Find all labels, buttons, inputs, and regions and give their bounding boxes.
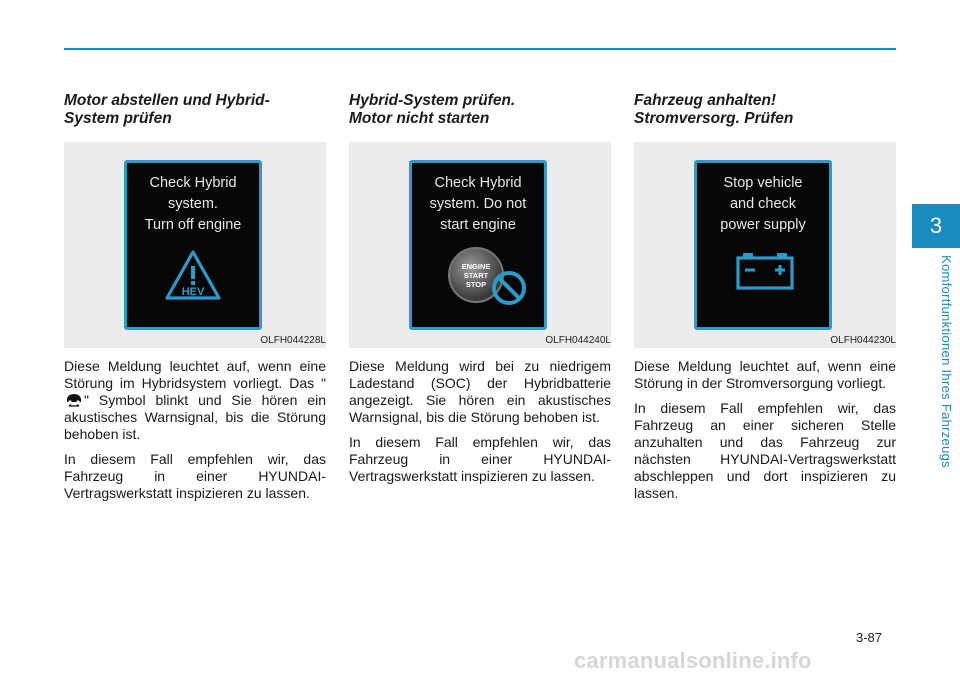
heading-line-1: Motor abstellen und Hybrid- xyxy=(64,92,270,109)
cluster-message-figure xyxy=(349,142,611,348)
heading-line-1: Hybrid-System prüfen. xyxy=(349,92,516,109)
hybrid-car-symbol-icon xyxy=(64,392,84,408)
image-code: OLFH044230L xyxy=(830,335,896,346)
recommendation-paragraph: In diesem Fall empfehlen wir, das Fahrzeug in einer HYUNDAI-Vertragswerkstatt inspizieren zu lassen. xyxy=(349,434,611,484)
section-heading xyxy=(64,92,326,128)
page-number: 3-87 xyxy=(856,630,883,645)
description-paragraph: Diese Meldung wird bei zu niedrigem Ladestand (SOC) der Hybridbatterie angezeigt. Sie hören ein akustisches Warnsignal, bis die Störung behoben ist. xyxy=(349,358,611,425)
heading-line-2: Stromversorg. Prüfen xyxy=(634,110,794,127)
section-hybrid-do-not-start xyxy=(349,92,611,493)
display-line-1: Stop vehicle xyxy=(723,175,803,191)
section-heading xyxy=(634,92,896,128)
cluster-message-figure xyxy=(634,142,896,348)
heading-line-2: System prüfen xyxy=(64,110,172,127)
cluster-display xyxy=(694,160,832,330)
chapter-title: Komfortfunktionen Ihres Fahrzeugs xyxy=(939,255,954,468)
display-line-2: and check xyxy=(729,196,797,212)
heading-line-1: Fahrzeug anhalten! xyxy=(634,92,777,109)
cluster-display xyxy=(409,160,547,330)
text-before-icon: Diese Meldung leuchtet auf, wenn eine Störung im Hybridsystem vorliegt. Das " xyxy=(64,358,326,391)
button-line-3: STOP xyxy=(465,280,487,289)
description-paragraph: Diese Meldung leuchtet auf, wenn eine Störung in der Stromversorgung vorliegt. xyxy=(634,358,896,391)
svg-text:HEV: HEV xyxy=(181,286,205,298)
image-code: OLFH044228L xyxy=(260,335,326,346)
heading-line-2: Motor nicht starten xyxy=(349,110,490,127)
display-line-1: Check Hybrid xyxy=(434,175,522,191)
cluster-display xyxy=(124,160,262,330)
display-line-3: Turn off engine xyxy=(144,217,242,233)
display-line-3: power supply xyxy=(720,217,806,233)
button-line-1: ENGINE xyxy=(461,262,491,271)
engine-start-stop-prohibited-icon xyxy=(446,247,536,313)
battery-icon xyxy=(735,251,795,291)
display-line-2: system. Do not xyxy=(429,196,527,212)
display-line-2: system. xyxy=(168,196,218,212)
recommendation-paragraph: In diesem Fall empfehlen wir, das Fahrzeug an einer sicheren Stelle anzuhalten und das Fahrzeug zur nächsten HYUNDAI-Vertragswerkstatt abschleppen und dort inspizieren zu lassen. xyxy=(634,400,896,501)
cluster-message-figure xyxy=(64,142,326,348)
section-heading xyxy=(349,92,611,128)
chapter-number-tab: 3 xyxy=(912,204,960,248)
watermark: carmanualsonline.info xyxy=(574,648,812,673)
display-message xyxy=(127,173,259,236)
section-hybrid-turn-off xyxy=(64,92,326,510)
image-code: OLFH044240L xyxy=(545,335,611,346)
section-stop-vehicle xyxy=(634,92,896,510)
display-message xyxy=(697,173,829,236)
header-rule xyxy=(64,48,896,50)
display-line-3: start engine xyxy=(440,217,516,233)
display-message xyxy=(412,173,544,236)
hev-warning-triangle-icon xyxy=(165,249,221,301)
display-line-1: Check Hybrid xyxy=(149,175,237,191)
recommendation-paragraph: In diesem Fall empfehlen wir, das Fahrzeug in einer HYUNDAI-Vertragswerkstatt inspizieren zu lassen. xyxy=(64,451,326,501)
prohibited-icon xyxy=(490,269,528,307)
description-paragraph xyxy=(64,358,326,443)
button-line-2: START xyxy=(463,271,489,280)
text-after-icon: " Symbol blinkt und Sie hören ein akustisches Warnsignal, bis die Störung behoben ist. xyxy=(64,392,326,442)
